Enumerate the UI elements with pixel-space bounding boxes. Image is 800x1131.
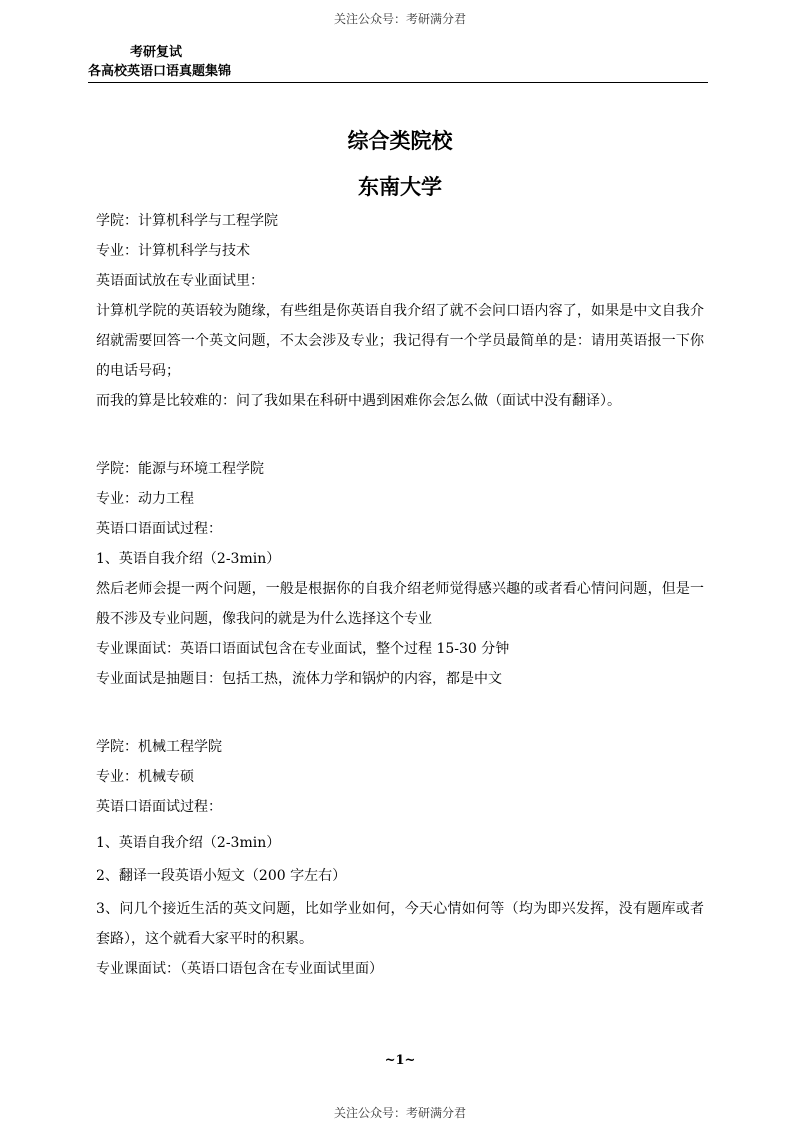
list-item: 1、英语自我介绍（2-3min） bbox=[96, 835, 281, 851]
section-energy bbox=[96, 454, 704, 694]
college-line: 学院：计算机科学与工程学院 bbox=[96, 213, 278, 229]
list-item: 3、问几个接近生活的英文问题，比如学业如何，今天心情如何等（均为即兴发挥，没有题库或者套路），这个就看大家平时的积累。 bbox=[96, 901, 704, 947]
draw-line: 专业面试是抽题目：包括工热，流体力学和锅炉的内容，都是中文 bbox=[96, 671, 502, 687]
major-line: 专业：动力工程 bbox=[96, 491, 194, 507]
watermark-bottom: 关注公众号：考研满分君 bbox=[333, 1106, 466, 1120]
note-line: 英语面试放在专业面试里： bbox=[96, 273, 264, 289]
process-line: 英语口语面试过程： bbox=[96, 799, 222, 815]
list-item: 1、英语自我介绍（2-3min） bbox=[96, 551, 281, 567]
header-line-1: 考研复试 bbox=[130, 45, 183, 60]
header-line-2: 各高校英语口语真题集锦 bbox=[88, 64, 232, 79]
page-number: ~1~ bbox=[384, 1053, 416, 1068]
body-paragraph: 然后老师会提一两个问题，一般是根据你的自我介绍老师觉得感兴趣的或者看心情问问题，但是一般不涉及专业问题，像我问的就是为什么选择这个专业 bbox=[96, 581, 704, 627]
section-computer-science bbox=[96, 206, 704, 416]
college-line: 学院：能源与环境工程学院 bbox=[96, 461, 264, 477]
course-line: 专业课面试：英语口语面试包含在专业面试，整个过程 15-30 分钟 bbox=[96, 641, 510, 657]
running-header bbox=[88, 44, 231, 82]
body-line: 而我的算是比较难的：问了我如果在科研中遇到困难你会怎么做（面试中没有翻译）。 bbox=[96, 393, 621, 409]
body-paragraph: 计算机学院的英语较为随缘，有些组是你英语自我介绍了就不会问口语内容了，如果是中文自我介绍就需要回答一个英文问题，不太会涉及专业；我记得有一个学员最简单的是：请用英语报一下你的电话号码； bbox=[96, 303, 704, 379]
university-title: 东南大学 bbox=[358, 174, 442, 199]
major-line: 专业：机械专硕 bbox=[96, 769, 194, 785]
course-line: 专业课面试：（英语口语包含在专业面试里面） bbox=[96, 961, 383, 977]
header-rule bbox=[88, 82, 708, 83]
section-mechanical bbox=[96, 732, 704, 984]
watermark-top: 关注公众号：考研满分君 bbox=[333, 12, 466, 26]
category-title: 综合类院校 bbox=[347, 128, 453, 153]
college-line: 学院：机械工程学院 bbox=[96, 739, 222, 755]
major-line: 专业：计算机科学与技术 bbox=[96, 243, 250, 259]
list-item: 2、翻译一段英语小短文（200 字左右） bbox=[96, 868, 347, 884]
process-line: 英语口语面试过程： bbox=[96, 521, 222, 537]
